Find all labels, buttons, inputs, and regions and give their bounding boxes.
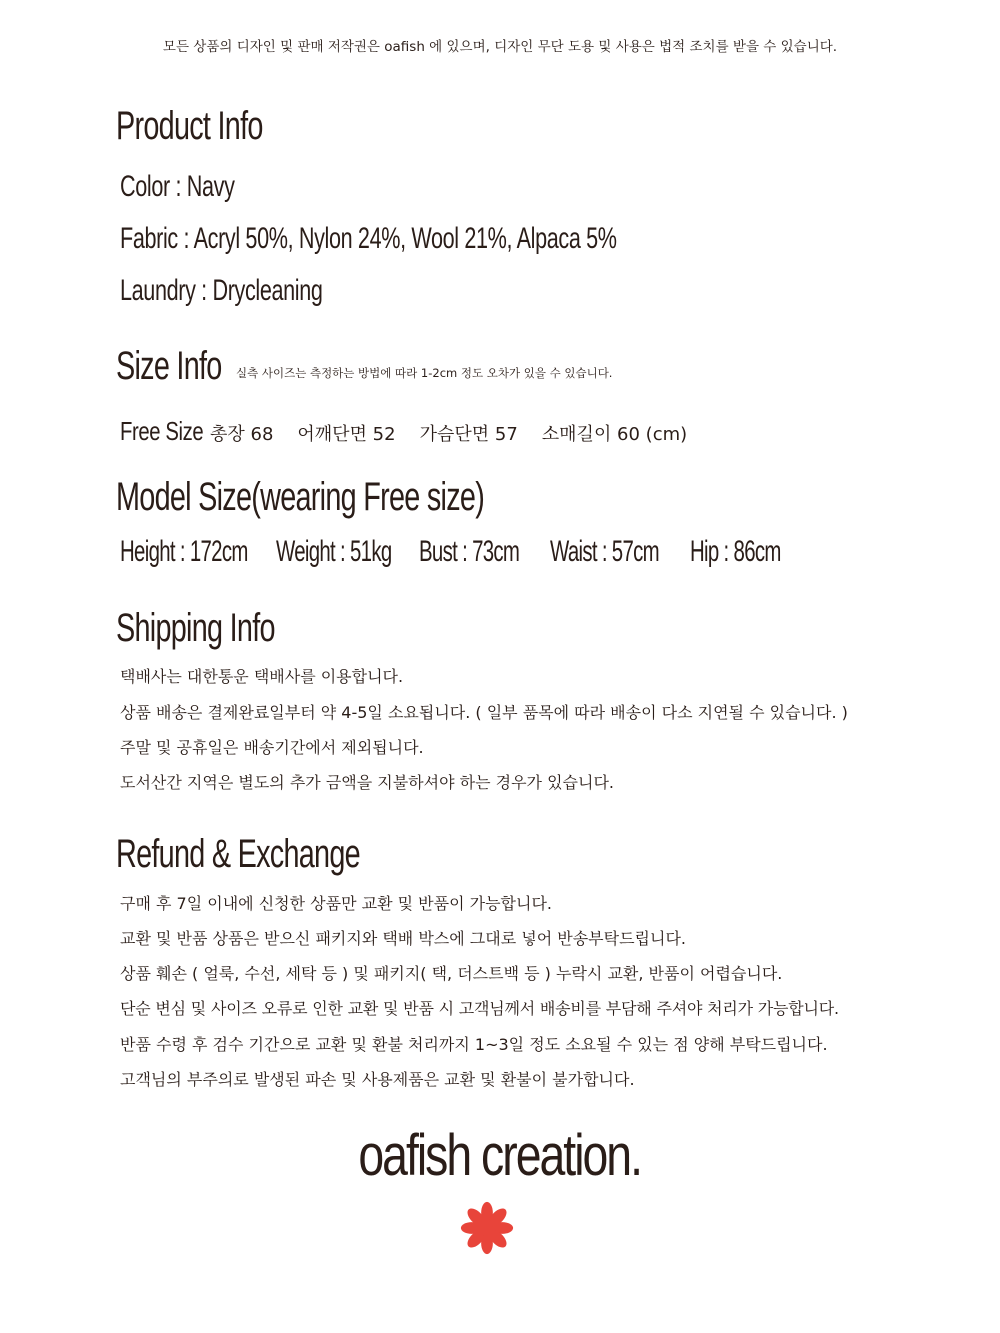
model-weight: Weight : 51kg xyxy=(276,535,392,568)
copyright-notice: 모든 상품의 디자인 및 판매 저작권은 oafish 에 있으며, 디자인 무단 도용 및 사용은 법적 조치를 받을 수 있습니다. xyxy=(162,39,838,55)
refund-line: 교환 및 반품 상품은 받으신 패키지와 택배 박스에 그대로 넣어 반송부탁드립니다. xyxy=(120,929,686,948)
measurement-length: 총장 68 xyxy=(210,424,274,445)
shipping-line: 주말 및 공휴일은 배송기간에서 제외됩니다. xyxy=(120,738,424,757)
brand-name: oafish creation. xyxy=(358,1123,642,1188)
product-color: Color : Navy xyxy=(120,170,235,203)
model-size-heading: Model Size(wearing Free size) xyxy=(116,475,485,519)
refund-line: 반품 수령 후 검수 기간으로 교환 및 환불 처리까지 1~3일 정도 소요될 수 있는 점 양해 부탁드립니다. xyxy=(120,1035,828,1054)
refund-line: 고객님의 부주의로 발생된 파손 및 사용제품은 교환 및 환불이 불가합니다. xyxy=(120,1070,635,1089)
size-measurements-row xyxy=(120,416,711,447)
refund-line: 상품 훼손 ( 얼룩, 수선, 세탁 등 ) 및 패키지( 택, 더스트백 등 ) 누락시 교환, 반품이 어렵습니다. xyxy=(120,964,783,983)
refund-line: 단순 변심 및 사이즈 오류로 인한 교환 및 반품 시 고객님께서 배송비를 부담해 주셔야 처리가 가능합니다. xyxy=(120,999,839,1018)
shipping-line: 도서산간 지역은 별도의 추가 금액을 지불하셔야 하는 경우가 있습니다. xyxy=(120,773,614,792)
shipping-info-heading: Shipping Info xyxy=(116,606,275,650)
refund-exchange-heading: Refund & Exchange xyxy=(116,832,360,876)
refund-line: 구매 후 7일 이내에 신청한 상품만 교환 및 반품이 가능합니다. xyxy=(120,894,552,913)
measurement-chest: 가슴단면 57 xyxy=(419,424,518,445)
shipping-line: 상품 배송은 결제완료일부터 약 4-5일 소요됩니다. ( 일부 품목에 따라 배송이 다소 지연될 수 있습니다. ) xyxy=(120,703,848,722)
size-info-note: 실측 사이즈는 측정하는 방법에 따라 1-2cm 정도 오차가 있을 수 있습니다. xyxy=(236,366,613,380)
model-waist: Waist : 57cm xyxy=(550,535,659,568)
product-fabric: Fabric : Acryl 50%, Nylon 24%, Wool 21%, Alpaca 5% xyxy=(120,222,617,255)
model-height: Height : 172cm xyxy=(120,535,248,568)
red-flower-icon xyxy=(460,1198,514,1258)
product-laundry: Laundry : Drycleaning xyxy=(120,274,323,307)
model-measurements-row xyxy=(120,535,800,569)
measurement-shoulder: 어깨단면 52 xyxy=(297,424,396,445)
model-hip: Hip : 86cm xyxy=(690,535,781,568)
size-info-heading: Size Info xyxy=(116,344,222,388)
measurement-sleeve: 소매길이 60 (cm) xyxy=(541,424,688,445)
brand-logo xyxy=(0,1122,1000,1189)
size-label: Free Size xyxy=(120,416,204,446)
product-info-heading: Product Info xyxy=(116,104,263,148)
model-bust: Bust : 73cm xyxy=(419,535,520,568)
shipping-line: 택배사는 대한통운 택배사를 이용합니다. xyxy=(120,667,404,686)
